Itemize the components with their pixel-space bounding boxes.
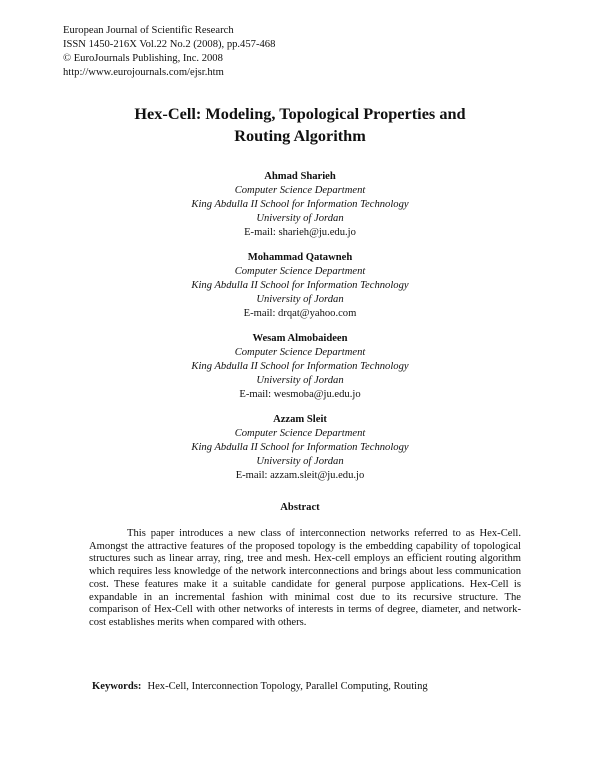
paper-title — [0, 103, 600, 147]
keywords-text: Hex-Cell, Interconnection Topology, Parallel Computing, Routing — [147, 681, 428, 692]
author-name: Wesam Almobaideen — [252, 333, 348, 344]
journal-header — [63, 24, 275, 80]
author-block — [0, 332, 600, 402]
author-department: Computer Science Department — [234, 347, 366, 358]
author-email: E-mail: wesmoba@ju.edu.jo — [239, 389, 361, 400]
author-email: E-mail: azzam.sleit@ju.edu.jo — [235, 470, 365, 481]
author-email: E-mail: sharieh@ju.edu.jo — [244, 227, 356, 238]
author-school: King Abdulla II School for Information Technology — [191, 199, 409, 210]
author-name: Ahmad Sharieh — [264, 171, 336, 182]
author-department: Computer Science Department — [234, 185, 366, 196]
author-list — [0, 170, 600, 494]
paper-title-line-1: Hex-Cell: Modeling, Topological Properties and — [134, 104, 466, 123]
paper-title-line-2: Routing Algorithm — [234, 126, 366, 145]
abstract-body: This paper introduces a new class of interconnection networks referred to as Hex-Cell. Amongst the attractive features of the proposed topology is the embedding capability of topological structures such as linear array, ring, tree and mesh. Hex-cell employs an efficient routing algorithm which requires less knowledge of the network interconnections and brings about less communication cost. These features make it a suitable candidate for general purpose applications. Hex-Cell is expandable in an incremental fashion with minimal cost due to its recursive structure. The comparison of Hex-Cell with other networks of interests in terms of degree, diameter, and network-cost establishes merits when compared with others. — [89, 528, 521, 628]
author-name: Azzam Sleit — [273, 414, 327, 425]
author-university: University of Jordan — [256, 294, 344, 305]
journal-name: European Journal of Scientific Research — [63, 25, 234, 36]
author-block — [0, 413, 600, 483]
keywords-line — [92, 681, 428, 692]
copyright-line: © EuroJournals Publishing, Inc. 2008 — [63, 53, 223, 64]
author-school: King Abdulla II School for Information Technology — [191, 442, 409, 453]
journal-url[interactable]: http://www.eurojournals.com/ejsr.htm — [63, 67, 224, 78]
issn-line: ISSN 1450-216X Vol.22 No.2 (2008), pp.457-468 — [63, 39, 276, 50]
author-university: University of Jordan — [256, 213, 344, 224]
keywords-label: Keywords: — [92, 681, 142, 692]
author-department: Computer Science Department — [234, 428, 366, 439]
abstract-heading: Abstract — [280, 502, 320, 513]
author-block — [0, 251, 600, 321]
author-block — [0, 170, 600, 240]
author-school: King Abdulla II School for Information Technology — [191, 280, 409, 291]
author-school: King Abdulla II School for Information Technology — [191, 361, 409, 372]
author-university: University of Jordan — [256, 456, 344, 467]
author-email: E-mail: drqat@yahoo.com — [243, 308, 357, 319]
author-university: University of Jordan — [256, 375, 344, 386]
author-department: Computer Science Department — [234, 266, 366, 277]
author-name: Mohammad Qatawneh — [247, 252, 353, 263]
